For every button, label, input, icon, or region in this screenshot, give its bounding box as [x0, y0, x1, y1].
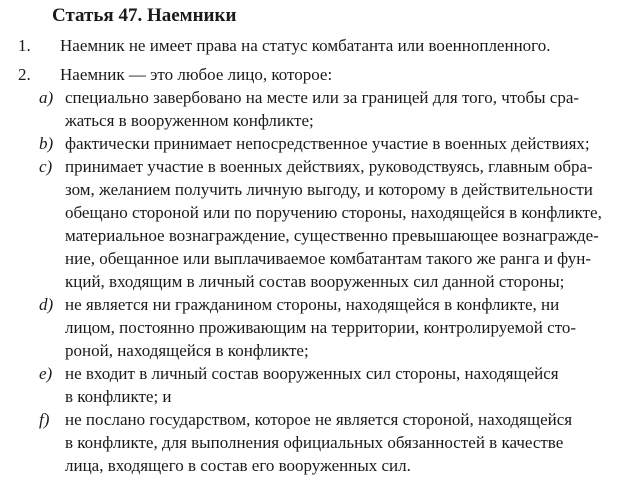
item-text: Наемник — это любое лицо, которое: [60, 65, 333, 84]
subitem-b [39, 132, 598, 155]
subitem-f [39, 408, 598, 477]
subitem-line: материальное вознаграждение, существенно превышающее вознагражде- [65, 226, 599, 245]
subitem-line: принимает участие в военных действиях, руководствуясь, главным обра- [65, 157, 593, 176]
item-number: 1. [18, 36, 31, 55]
subitem-letter: e) [39, 364, 53, 383]
article-title: Статья 47. Наемники [52, 5, 237, 26]
subitem-letter: f) [39, 410, 50, 429]
subitem-line: специально завербовано на месте или за границей для того, чтобы сра- [65, 88, 580, 107]
subitem-line: ние, обещанное или выплачиваемое комбатантам такого же ранга и фун- [65, 249, 592, 268]
subitem-letter: d) [39, 295, 54, 314]
subitem-line: зом, желанием получить личную выгоду, и которому в действительности [65, 180, 593, 199]
article-item-2 [0, 63, 618, 477]
subitem-line: не послано государством, которое не является стороной, находящейся [65, 410, 573, 429]
subitem-line: жаться в вооруженном конфликте; [65, 111, 314, 130]
subitem-c [39, 155, 602, 293]
subitem-line: фактически принимает непосредственное участие в военных действиях; [65, 134, 590, 153]
subitem-d [39, 293, 598, 362]
subitem-e [39, 362, 598, 408]
article-item-1 [0, 34, 618, 57]
subitem-line: обещано стороной или по поручению стороны, находящейся в конфликте, [65, 203, 602, 222]
subitem-line: кций, входящим в личный состав вооруженных сил данной стороны; [65, 272, 565, 291]
subitem-line: лица, входящего в состав его вооруженных сил. [65, 456, 411, 475]
subitem-letter: a) [39, 88, 54, 107]
subitem-line: лицом, постоянно проживающим на территории, контролируемой сто- [65, 318, 577, 337]
subitem-a [39, 86, 598, 132]
subitem-line: в конфликте; и [65, 387, 172, 406]
subitem-line: роной, находящейся в конфликте; [65, 341, 309, 360]
item-text: Наемник не имеет права на статус комбатанта или военнопленного. [60, 36, 551, 55]
subitem-line: не является ни гражданином стороны, находящейся в конфликте, ни [65, 295, 560, 314]
subitem-line: в конфликте, для выполнения официальных обязанностей в качестве [65, 433, 564, 452]
subitem-list [39, 86, 602, 477]
subitem-letter: b) [39, 134, 54, 153]
subitem-line: не входит в личный состав вооруженных сил стороны, находящейся [65, 364, 559, 383]
subitem-letter: c) [39, 157, 53, 176]
item-number: 2. [18, 65, 31, 84]
article-items [0, 34, 618, 477]
